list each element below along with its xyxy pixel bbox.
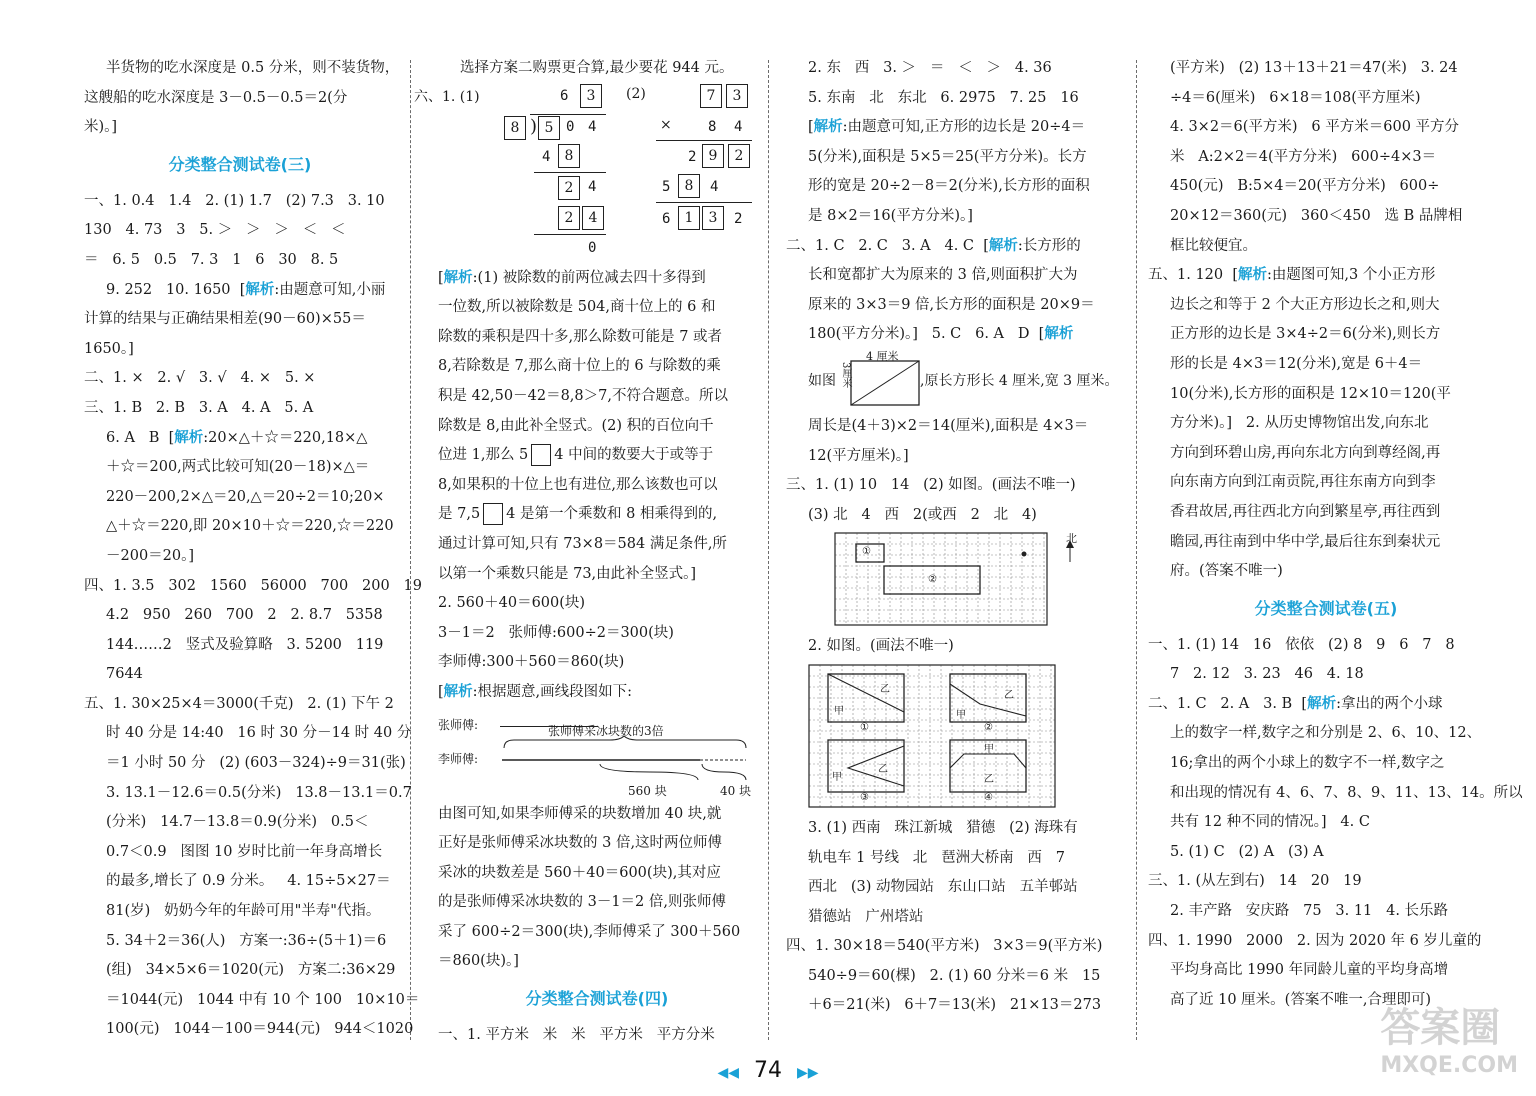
text-line: ＝860(块)。] (438, 953, 519, 970)
text-span: :根据题意,画线段图如下: (472, 683, 633, 700)
text-line: ÷4＝6(厘米) 6×18＝108(平方厘米) (1170, 89, 1421, 106)
grid2-svg (808, 664, 1058, 810)
text-line: 四、1. 3.5 302 1560 56000 700 200 19 (84, 577, 422, 594)
text-line: (组) 34×5×6＝1020(元) 方案二:36×29 (106, 962, 396, 979)
page-number: 74 (754, 1058, 782, 1083)
column-divider (768, 60, 769, 1040)
text-line: 220－200,2×△＝20,△＝20÷2＝10;20× (106, 488, 385, 505)
text-line: 三、1. (从左到右) 14 20 19 (1148, 873, 1362, 890)
section-heading: 分类整合测试卷(五) (1254, 598, 1398, 618)
multiplication-digit: 6 (662, 210, 671, 227)
text-span: 6. A B [ (106, 429, 175, 446)
text-line: 平均身高比 1990 年同龄儿童的平均身高增 (1170, 962, 1449, 979)
text-line: 的是张师傅采冰块数的 3－1＝2 倍,则张师傅 (438, 894, 727, 911)
text-line: 100(元) 1044－100＝944(元) 944＜1020 (106, 1021, 414, 1038)
analysis-tag: 解析 (988, 237, 1018, 254)
text-span: 是 7,5 (438, 506, 481, 523)
text-line (84, 424, 396, 454)
division-digit: 4 (588, 178, 597, 195)
text-line: －200＝20。] (106, 547, 195, 564)
text-line: 8,若除数是 7,那么商十位上的 6 与除数的乘 (438, 358, 721, 375)
multiplication-digit: 2 (734, 210, 743, 227)
text-line: 2. 560＋40＝600(块) (438, 595, 586, 612)
text-line: 框比较便宜。 (1170, 237, 1257, 254)
region-label: 乙 (1004, 689, 1014, 701)
watermark (1380, 996, 1518, 1078)
rect-3 (828, 740, 904, 792)
text-span: :拿出的两个小球 (1336, 695, 1443, 712)
text-line: 三、1. (1) 10 14 (2) 如图。(画法不唯一) (786, 477, 1076, 494)
multiplication-digit: 8 (708, 118, 717, 135)
region-label: 甲 (832, 771, 842, 783)
text-line: 2. 丰产路 安庆路 75 3. 11 4. 长乐路 (1170, 903, 1449, 920)
segment-svg (500, 736, 750, 786)
multiplication-box: 2 (728, 144, 750, 168)
figure-text: ,原长方形长 4 厘米,宽 3 厘米。 (920, 372, 1119, 389)
text-line: 4.2 950 260 700 2 2. 8.7 5358 (106, 607, 383, 624)
analysis-tag: 解析 (245, 281, 275, 298)
multiplication-digit: 4 (734, 118, 743, 135)
text-line: 二、1. × 2. √ 3. √ 4. × 5. × (84, 370, 316, 387)
prev-arrows-icon: ◀◀ (717, 1065, 739, 1081)
next-arrows-icon: ▶▶ (797, 1065, 819, 1081)
rectangle-figure (808, 350, 1118, 412)
figure-number: ① (860, 721, 869, 733)
text-line: 7644 (106, 666, 143, 683)
shape-number: ② (928, 574, 937, 586)
text-line (786, 232, 1118, 262)
column-divider (1136, 60, 1137, 1040)
figure-number: ④ (984, 791, 993, 803)
text-line: 香君故居,再往西北方向到繁星亭,再往西到 (1170, 503, 1441, 520)
cut-line-4 (950, 754, 1026, 768)
analysis-tag: 解析 (443, 269, 473, 286)
question-label: 六、1. (1) (414, 88, 480, 105)
text-line (438, 500, 756, 530)
text-line: 1650。] (84, 340, 134, 357)
text-span: 二、1. C 2. C 3. A 4. C [ (786, 237, 989, 254)
text-line: 三、1. B 2. B 3. A 4. A 5. A (84, 399, 314, 416)
watermark-logo-text: 答案圈 (1380, 1005, 1501, 1051)
text-line: 米)。] (84, 119, 118, 136)
text-line: ＝1 小时 50 分 (2) (603－324)÷9＝31(张) (106, 755, 406, 772)
text-line (438, 441, 756, 471)
text-line: 81(岁) 奶奶今年的年龄可用"半寿"代指。 (106, 903, 381, 920)
analysis-tag: 解析 (813, 119, 843, 136)
text-line: 共有 12 种不同的情况。] 4. C (1170, 814, 1370, 831)
text-line: (3) 北 4 西 2(或西 2 北 4) (808, 506, 1037, 523)
column-4 (1148, 54, 1523, 1044)
text-span: :(1) 被除数的前两位减去四十多得到 (472, 269, 706, 286)
multiplication-box: 3 (726, 84, 748, 108)
text-span: :由题意可知,小丽 (274, 281, 386, 298)
brace (600, 764, 698, 780)
text-line: 450(元) B:5×4＝20(平方分米) 600÷ (1170, 178, 1440, 195)
text-line: 这艘船的吃水深度是 3－0.5－0.5＝2(分 (84, 89, 348, 106)
multiplication-line (656, 202, 752, 203)
text-line: [解析:根据题意,画线段图如下: (438, 683, 633, 700)
text-line: 20×12＝360(元) 360＜450 选 B 品牌相 (1170, 207, 1463, 224)
text-line: 长和宽都扩大为原来的 3 倍,则面积扩大为 (808, 267, 1078, 284)
text-line: 4. 3×2＝6(平方米) 6 平方米＝600 平方分 (1170, 119, 1460, 136)
text-line: 李师傅:300＋560＝860(块) (438, 654, 625, 671)
text-line: 五、1. 30×25×4＝3000(千克) 2. (1) 下午 2 (84, 695, 394, 712)
text-span: :由题图可知,3 个小正方形 (1267, 267, 1436, 284)
text-line: 一位数,所以被除数是 504,商十位上的 6 和 (438, 299, 716, 316)
text-line: 除数的乘积是四十多,那么除数可能是 7 或者 (438, 328, 723, 345)
text-line: 原来的 3×3＝9 倍,长方形的面积是 20×9＝ (808, 296, 1095, 313)
division-quotient-box: 3 (580, 84, 602, 108)
figure-number: ③ (860, 791, 869, 803)
text-line: 一、1. (1) 14 16 依依 (2) 8 9 6 7 8 (1148, 636, 1455, 653)
text-line (1148, 261, 1482, 291)
text-line (808, 320, 1118, 350)
text-line (1148, 690, 1482, 720)
division-box: 2 (558, 176, 580, 200)
division-digit: 0 (566, 118, 575, 135)
text-line: 由图可知,如果李师傅采的块数增加 40 块,就 (438, 805, 722, 822)
text-line: 540÷9＝60(棵) 2. (1) 60 分米＝6 米 15 (808, 967, 1101, 984)
segment-label: 张师傅: (438, 717, 479, 732)
region-label: 甲 (834, 705, 844, 717)
text-span: 4 中间的数要大于或等于 (554, 447, 714, 464)
column-2 (414, 54, 756, 1044)
grid-figure-1 (808, 530, 1118, 632)
text-line: 10(分米),长方形的面积是 12×10＝120(平 (1170, 385, 1451, 402)
text-line: 正方形的边长是 3×4÷2＝6(分米),则长方 (1170, 326, 1441, 343)
text-span: :20×△＋☆＝220,18×△ (203, 429, 368, 446)
region-label: 甲 (984, 743, 994, 755)
multiplication-box: 1 (678, 206, 700, 230)
figure-label: 3厘米 (840, 361, 851, 389)
column-1 (84, 54, 422, 1044)
multiplication-box: 9 (702, 144, 724, 168)
text-line: 除数是 8,由此补全竖式。(2) 积的百位向千 (438, 417, 714, 434)
text-line: 府。(答案不唯一) (1170, 563, 1283, 580)
text-line: 计算的结果与正确结果相差(90－60)×55＝ (84, 311, 366, 328)
text-line: 16;拿出的两个小球上的数字不一样,数字之 (1170, 755, 1445, 772)
section-heading: 分类整合测试卷(四) (525, 989, 669, 1009)
grid-lines (809, 665, 1055, 807)
text-line: 12(平方厘米)。] (808, 447, 909, 464)
division-digit: 4 (542, 148, 551, 165)
watermark-url: MXQE.COM (1380, 1053, 1518, 1078)
division-box: 8 (558, 144, 580, 168)
text-line: 是 8×2＝16(平方分米)。] (808, 207, 973, 224)
text-line: 采了 600÷2＝300(块),李师傅采了 300＋560 (438, 923, 741, 940)
text-line: 的最多,增长了 0.9 分米。 4. 15÷5×27＝ (106, 873, 391, 890)
multiplication-digit: 2 (688, 148, 697, 165)
text-span: 180(平方分米)。] 5. C 6. A D [ (808, 326, 1045, 343)
text-line (84, 276, 396, 306)
division-dividend-box: 5 (538, 116, 560, 140)
rectangle-svg (850, 360, 922, 408)
text-line: 四、1. 1990 2000 2. 因为 2020 年 6 岁儿童的 (1148, 932, 1482, 949)
figure-label: 4 厘米 (866, 349, 899, 363)
text-line: 向东南方向到江南贡院,再往东南方向到李 (1170, 474, 1436, 491)
text-line: 2. 如图。(画法不唯一) (808, 638, 954, 655)
text-line: 猎德站 广州塔站 (808, 908, 924, 925)
text-line: 3. (1) 西南 珠江新城 猎德 (2) 海珠有 (808, 819, 1078, 836)
region-label: 乙 (984, 773, 994, 785)
text-line: 以第一个乘数只能是 73,由此补全竖式。] (438, 565, 697, 582)
multiplication-line (656, 140, 752, 141)
text-line: 形的长是 4×3＝12(分米),宽是 6＋4＝ (1170, 355, 1423, 372)
section-heading: 分类整合测试卷(三) (168, 154, 312, 174)
text-line: 轨电车 1 号线 北 琶洲大桥南 西 7 (808, 849, 1065, 866)
division-box: 2 (558, 206, 580, 230)
text-span: 位进 1,那么 5 (438, 447, 529, 464)
division-divisor-box: 8 (504, 116, 526, 140)
text-line: 周长是(4＋3)×2＝14(厘米),面积是 4×3＝ (808, 417, 1089, 434)
text-line: 5. 东南 北 东北 6. 2975 7. 25 16 (808, 89, 1079, 106)
figure-label: 如图 (808, 372, 836, 389)
text-line: 一、1. 平方米 米 米 平方米 平方分米 (438, 1027, 715, 1044)
text-line: ＝ 6. 5 0.5 7. 3 1 6 30 8. 5 (84, 251, 339, 268)
segment-label: 560 块 (628, 783, 667, 798)
text-line: 5(分米),面积是 5×5＝25(平方分米)。长方 (808, 148, 1087, 165)
column-divider (410, 60, 411, 1040)
division-bar (530, 114, 606, 115)
text-line: 5. 34＋2＝36(人) 方案一:36÷(5＋1)＝6 (106, 932, 387, 949)
division-digit: 4 (588, 118, 597, 135)
text-span: 二、1. C 2. A 3. B [ (1148, 695, 1308, 712)
analysis-tag: 解析 (1238, 267, 1267, 284)
question-label: (2) (626, 85, 646, 102)
text-line: (分米) 14.7－13.8＝0.9(分米) 0.5＜ (106, 814, 369, 831)
multiplication-digit: 5 (662, 178, 671, 195)
vertical-calculation-figure (414, 84, 756, 264)
multiplication-digit: 4 (710, 178, 719, 195)
text-line: 2. 东 西 3. ＞ ＝ ＜ ＞ 4. 36 (808, 60, 1052, 76)
text-line: ＝1044(元) 1044 中有 10 个 100 10×10＝ (106, 991, 420, 1008)
division-box: 4 (582, 206, 604, 230)
text-line: 正好是张师傅采冰块数的 3 倍,这时两位师傅 (438, 835, 723, 852)
region-label: 乙 (880, 683, 890, 695)
segment-label: 李师傅: (438, 751, 479, 766)
text-line: 130 4. 73 3 5. ＞ ＞ ＞ ＜ ＜ (84, 222, 346, 239)
text-line: (平方米) (2) 13＋13＋21＝47(米) 3. 24 (1170, 60, 1458, 76)
page-footer (0, 1058, 1536, 1083)
text-line: 一、1. 0.4 1.4 2. (1) 1.7 (2) 7.3 3. 10 (84, 192, 385, 209)
text-line: 上的数字一样,数字之和分别是 2、6、10、12、 (1170, 725, 1482, 742)
shape-number: ① (862, 546, 871, 558)
text-line: 7 2. 12 3. 23 46 4. 18 (1170, 666, 1364, 683)
text-line: 高了近 10 厘米。(答案不唯一,合理即可) (1170, 991, 1432, 1008)
cut-line-3 (848, 746, 904, 786)
segment-diagram (438, 708, 756, 800)
text-line: △＋☆＝220,即 20×10＋☆＝220,☆＝220 (106, 518, 394, 535)
column-3 (786, 54, 1119, 1044)
text-line: 8,如果积的十位上也有进位,那么该数也可以 (438, 476, 718, 493)
text-line: 西北 (3) 动物园站 东山口站 五羊邨站 (808, 879, 1078, 896)
grid-figure-2 (808, 662, 1118, 814)
text-line: 边长之和等于 2 个大正方形边长之和,则大 (1170, 296, 1440, 313)
text-line: 米 A:2×2＝4(平方分米) 600÷4×3＝ (1170, 148, 1437, 165)
division-digit: 0 (588, 239, 597, 256)
text-line: 形的宽是 20÷2－8＝2(分米),长方形的面积 (808, 178, 1090, 195)
text-line: 5. (1) C (2) A (3) A (1170, 843, 1324, 860)
text-span: :长方形的 (1017, 237, 1081, 254)
multiplication-box: 8 (678, 174, 700, 198)
division-quotient-digit: 6 (560, 87, 569, 104)
north-label: 北 (1066, 532, 1077, 546)
text-line: 144……2 竖式及验算略 3. 5200 119 (106, 636, 384, 653)
analysis-tag: 解析 (1307, 695, 1337, 712)
text-line: 四、1. 30×18＝540(平方米) 3×3＝9(平方米) (786, 938, 1103, 955)
brace (702, 764, 746, 780)
multiplication-box: 3 (702, 206, 724, 230)
region-label: 甲 (956, 709, 966, 721)
segment-label: 张师傅采冰块数的3倍 (548, 723, 664, 738)
text-line: 3. 13.1－12.6＝0.5(分米) 13.8－13.1＝0.7 (106, 784, 412, 801)
figure-number: ② (984, 721, 993, 733)
point-marker (1022, 552, 1027, 557)
text-line: 通过计算可知,只有 73×8＝584 满足条件,所 (438, 535, 727, 552)
text-line: 时 40 分是 14:40 16 时 30 分－14 时 40 分 (106, 725, 412, 742)
region-label: 乙 (878, 763, 888, 775)
division-bracket: ) (530, 115, 538, 137)
times-sign: × (660, 116, 672, 133)
division-line (534, 172, 606, 173)
text-span: 4 是第一个乘数和 8 相乘得到的, (506, 506, 718, 523)
text-line: 半货物的吃水深度是 0.5 分米，则不装货物， (106, 60, 400, 76)
text-line: [解析:由题意可知,正方形的边长是 20÷4＝ (808, 119, 1086, 136)
analysis-tag: 解析 (443, 683, 473, 700)
segment-label: 40 块 (720, 783, 752, 798)
analysis-tag: 解析 (174, 429, 204, 446)
text-line: 瞻园,再往南到中华中学,最后往东到秦状元 (1170, 533, 1441, 550)
multiplication-box: 7 (700, 84, 722, 108)
text-line: ＋6＝21(米) 6＋7＝13(米) 21×13＝273 (808, 997, 1102, 1014)
text-line: ＋☆＝200,两式比较可知(20－18)×△＝ (106, 459, 370, 476)
text-span: :由题意可知,正方形的边长是 20÷4＝ (842, 119, 1086, 136)
analysis-tag: 解析 (1044, 326, 1074, 343)
division-line (534, 234, 606, 235)
text-line: 方向到环碧山房,再向东北方向到尊经阁,再 (1170, 444, 1441, 461)
blank-box (531, 444, 551, 466)
text-line: 和出现的情况有 4、6、7、8、9、11、13、14。所以 (1170, 784, 1523, 801)
text-line: 采冰的块数差是 560＋40＝600(块),其对应 (438, 864, 721, 881)
text-span: 五、1. 120 [ (1148, 267, 1238, 284)
text-line: 0.7＜0.9 图图 10 岁时比前一年身高增长 (106, 843, 383, 860)
diagonal (851, 361, 919, 405)
text-line: [解析:(1) 被除数的前两位减去四十多得到 (438, 269, 706, 286)
text-line: 选择方案二购票更合算,最少要花 944 元。 (460, 60, 734, 76)
text-line: 积是 42,50－42＝8,8＞7,不符合题意。所以 (438, 387, 728, 404)
text-line: 方分米)。] 2. 从历史博物馆出发,向东北 (1170, 415, 1429, 432)
blank-box (483, 503, 503, 525)
text-span: 9. 252 10. 1650 [ (106, 281, 246, 298)
text-line: 3－1＝2 张师傅:600÷2＝300(块) (438, 624, 674, 641)
